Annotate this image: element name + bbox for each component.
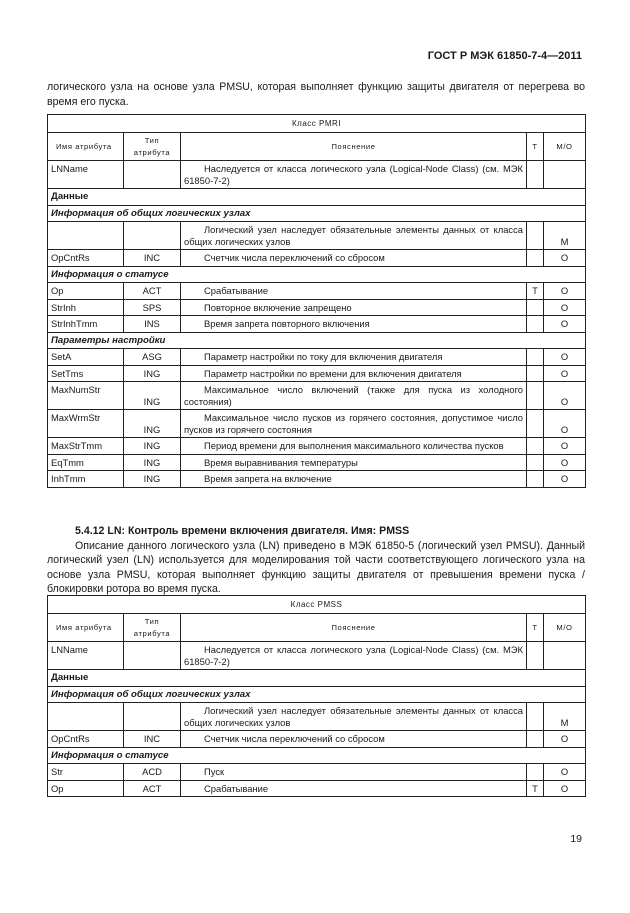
attribute-name-cell: SetA <box>48 349 124 366</box>
attribute-name-cell <box>48 222 124 250</box>
attribute-type-cell: SPS <box>124 299 181 316</box>
description-cell: Наследуется от класса логического узла (Logical-Node Class) (см. МЭК 61850-7-2) <box>181 161 527 189</box>
trigger-cell <box>527 642 544 670</box>
table-row <box>48 250 586 267</box>
table-row <box>48 454 586 471</box>
trigger-cell <box>527 349 544 366</box>
description-cell: Максимальное число включений (также для пуска из холодного состояния) <box>181 382 527 410</box>
attribute-type-cell: ING <box>124 382 181 410</box>
description-cell: Логический узел наследует обязательные элементы данных от класса общих логических узлов <box>181 703 527 731</box>
description-cell: Счетчик числа переключений со сбросом <box>181 731 527 748</box>
description-cell: Время выравнивания температуры <box>181 454 527 471</box>
section-pmss <box>47 524 585 597</box>
mandatory-optional-cell: M <box>544 222 586 250</box>
table-row <box>48 703 586 731</box>
attribute-name-cell: OpCntRs <box>48 250 124 267</box>
group-row <box>48 332 586 349</box>
pmss-class-table <box>47 595 586 797</box>
column-header-mo: M/O <box>544 133 586 161</box>
description-cell: Срабатывание <box>181 283 527 300</box>
trigger-cell <box>527 438 544 455</box>
description-cell: Период времени для выполнения максимального количества пусков <box>181 438 527 455</box>
mandatory-optional-cell: O <box>544 438 586 455</box>
mandatory-optional-cell: M <box>544 703 586 731</box>
attribute-name-cell: StrInh <box>48 299 124 316</box>
table-row <box>48 731 586 748</box>
attribute-name-cell: Op <box>48 283 124 300</box>
description-cell: Время запрета повторного включения <box>181 316 527 333</box>
document-header: ГОСТ Р МЭК 61850-7-4—2011 <box>427 50 582 62</box>
table-row <box>48 642 586 670</box>
mandatory-optional-cell: O <box>544 780 586 797</box>
pmri-class-table <box>47 114 586 488</box>
attribute-type-cell: ACT <box>124 780 181 797</box>
attribute-type-cell: ING <box>124 410 181 438</box>
attribute-name-cell: InhTmm <box>48 471 124 488</box>
table-row <box>48 349 586 366</box>
group-label: Информация о статусе <box>48 747 586 764</box>
intro-paragraph: логического узла на основе узла PMSU, которая выполняет функцию защиты двигателя от перегрева во время его пуска. <box>47 81 585 108</box>
table-class-title: Класс PMSS <box>48 596 586 614</box>
attribute-name-cell: MaxWrmStr <box>48 410 124 438</box>
description-cell: Счетчик числа переключений со сбросом <box>181 250 527 267</box>
table-class-title: Класс PMRI <box>48 115 586 133</box>
attribute-name-cell: LNName <box>48 161 124 189</box>
mandatory-optional-cell: O <box>544 382 586 410</box>
group-row <box>48 266 586 283</box>
mandatory-optional-cell <box>544 642 586 670</box>
table-row <box>48 299 586 316</box>
description-cell: Наследуется от класса логического узла (Logical-Node Class) (см. МЭК 61850-7-2) <box>181 642 527 670</box>
column-header-mo: M/O <box>544 614 586 642</box>
mandatory-optional-cell: O <box>544 454 586 471</box>
attribute-name-cell: EqTmm <box>48 454 124 471</box>
attribute-name-cell: OpCntRs <box>48 731 124 748</box>
trigger-cell <box>527 731 544 748</box>
trigger-cell <box>527 764 544 781</box>
mandatory-optional-cell: O <box>544 764 586 781</box>
table-row <box>48 382 586 410</box>
attribute-type-cell: ING <box>124 438 181 455</box>
mandatory-optional-cell: O <box>544 471 586 488</box>
attribute-type-cell <box>124 161 181 189</box>
trigger-cell <box>527 382 544 410</box>
attribute-type-cell <box>124 222 181 250</box>
table-row <box>48 471 586 488</box>
mandatory-optional-cell: O <box>544 283 586 300</box>
table-row <box>48 764 586 781</box>
table-row <box>48 222 586 250</box>
attribute-name-cell: LNName <box>48 642 124 670</box>
attribute-type-cell: INS <box>124 316 181 333</box>
description-cell: Повторное включение запрещено <box>181 299 527 316</box>
trigger-cell <box>527 454 544 471</box>
attribute-type-cell: ASG <box>124 349 181 366</box>
group-row <box>48 670 586 687</box>
mandatory-optional-cell: O <box>544 316 586 333</box>
trigger-cell <box>527 250 544 267</box>
trigger-cell: T <box>527 780 544 797</box>
trigger-cell <box>527 471 544 488</box>
section-title: 5.4.12 LN: Контроль времени включения двигателя. Имя: PMSS <box>75 525 410 537</box>
table-row <box>48 365 586 382</box>
mandatory-optional-cell: O <box>544 349 586 366</box>
attribute-type-cell: INC <box>124 731 181 748</box>
table-row <box>48 780 586 797</box>
attribute-name-cell: MaxStrTmm <box>48 438 124 455</box>
description-cell: Логический узел наследует обязательные элементы данных от класса общих логических узлов <box>181 222 527 250</box>
group-label: Параметры настройки <box>48 332 586 349</box>
attribute-type-cell: INC <box>124 250 181 267</box>
trigger-cell <box>527 410 544 438</box>
mandatory-optional-cell: O <box>544 731 586 748</box>
column-header-type: Тип атрибута <box>124 133 181 161</box>
description-cell: Параметр настройки по времени для включения двигателя <box>181 365 527 382</box>
column-header-name: Имя атрибута <box>48 614 124 642</box>
description-cell: Параметр настройки по току для включения двигателя <box>181 349 527 366</box>
group-row <box>48 205 586 222</box>
section-body: Описание данного логического узла (LN) приведено в МЭК 61850-5 (логический узел PMSU). Данный логический узел (LN) используется для моделирования той части соответствующего логического узла на основе узла PMSU, которая выполняет функцию защиты двигателя от превышения времени пуска / блокировки ротора во время пуска. <box>47 539 585 595</box>
description-cell: Время запрета на включение <box>181 471 527 488</box>
trigger-cell <box>527 222 544 250</box>
group-label: Данные <box>48 189 586 206</box>
column-header-description: Пояснение <box>181 133 527 161</box>
description-cell: Максимальное число пусков из горячего состояния, допустимое число пусков из горячего состояния <box>181 410 527 438</box>
trigger-cell <box>527 161 544 189</box>
table-row <box>48 410 586 438</box>
attribute-name-cell: StrInhTmm <box>48 316 124 333</box>
group-label: Информация об общих логических узлах <box>48 686 586 703</box>
table-row <box>48 283 586 300</box>
trigger-cell <box>527 316 544 333</box>
attribute-type-cell: ING <box>124 454 181 471</box>
trigger-cell <box>527 299 544 316</box>
mandatory-optional-cell <box>544 161 586 189</box>
attribute-name-cell <box>48 703 124 731</box>
group-label: Информация об общих логических узлах <box>48 205 586 222</box>
group-label: Информация о статусе <box>48 266 586 283</box>
page-number: 19 <box>570 833 582 845</box>
attribute-name-cell: Str <box>48 764 124 781</box>
attribute-type-cell <box>124 703 181 731</box>
attribute-name-cell: Op <box>48 780 124 797</box>
description-cell: Срабатывание <box>181 780 527 797</box>
trigger-cell <box>527 365 544 382</box>
column-header-name: Имя атрибута <box>48 133 124 161</box>
table-row <box>48 316 586 333</box>
group-row <box>48 747 586 764</box>
trigger-cell: T <box>527 283 544 300</box>
column-header-description: Пояснение <box>181 614 527 642</box>
mandatory-optional-cell: O <box>544 365 586 382</box>
table-row <box>48 438 586 455</box>
trigger-cell <box>527 703 544 731</box>
attribute-name-cell: SetTms <box>48 365 124 382</box>
attribute-type-cell: ING <box>124 471 181 488</box>
mandatory-optional-cell: O <box>544 410 586 438</box>
group-row <box>48 189 586 206</box>
group-label: Данные <box>48 670 586 687</box>
column-header-t: T <box>527 133 544 161</box>
attribute-name-cell: MaxNumStr <box>48 382 124 410</box>
mandatory-optional-cell: O <box>544 250 586 267</box>
group-row <box>48 686 586 703</box>
description-cell: Пуск <box>181 764 527 781</box>
attribute-type-cell: ACT <box>124 283 181 300</box>
table-row <box>48 161 586 189</box>
column-header-type: Тип атрибута <box>124 614 181 642</box>
attribute-type-cell: ING <box>124 365 181 382</box>
mandatory-optional-cell: O <box>544 299 586 316</box>
attribute-type-cell: ACD <box>124 764 181 781</box>
column-header-t: T <box>527 614 544 642</box>
attribute-type-cell <box>124 642 181 670</box>
